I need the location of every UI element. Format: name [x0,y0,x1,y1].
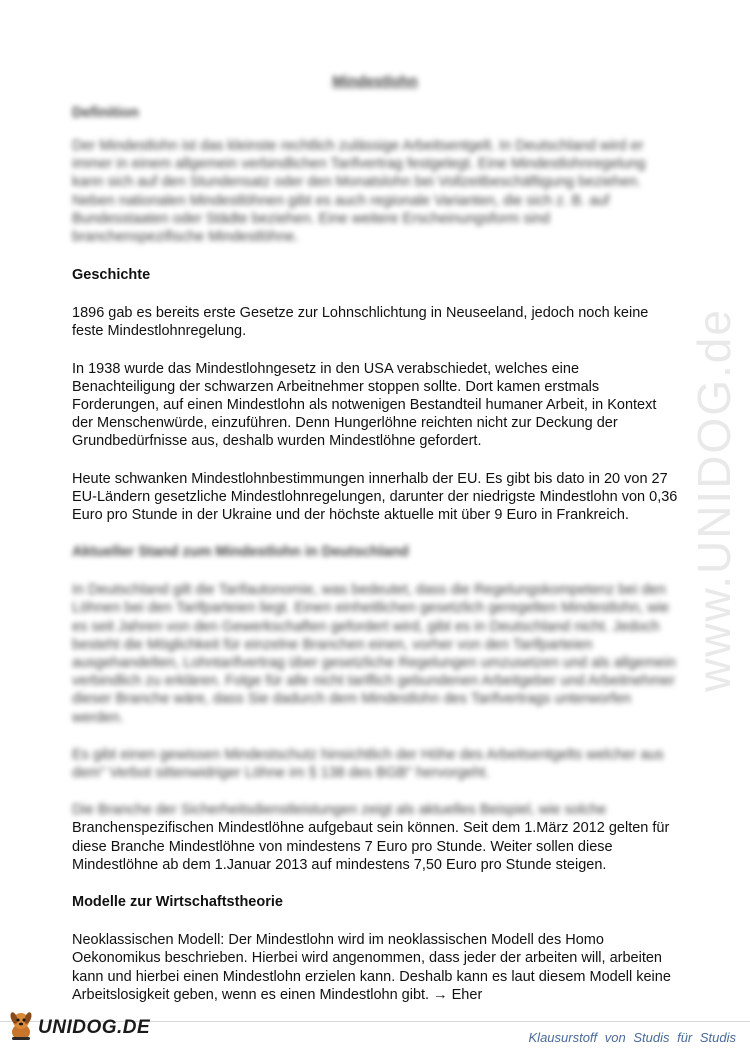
footer-logo[interactable] [6,1008,150,1042]
paragraph-geschichte-2: In 1938 wurde das Mindestlohngesetz in den USA verabschiedet, welches eine Benachteiligung der schwarzen Arbeitnehmer stoppen sollte. Dort kamen erstmals Forderungen, auf einen Mindestlohn als notwenigen Bestandteil humaner Arbeit, in Kontext der Menschenwürde, einzuführen. Denn Hungerlöhne reichten nicht zur Deckung der Grundbedürfnisse aus, deshalb wurden Mindestlöhne gefordert. [72,360,657,450]
paragraph-aktueller-stand-1: In Deutschland gilt die Tarifautonomie, was bedeutet, dass die Regelungskompetenz bei den Löhnen bei den Tarifparteien liegt. Einen einheitlichen gesetzlich geregelten Mindestlohn, wie es seit Jahren von den Gewerkschaften gefordert wird, gibt es in Deutschland nicht. Jedoch besteht die Möglichkeit für einzelne Branchen einen, vorher von den Tarifparteien ausgehandelten, Lohntarifvertrag über gesetzliche Regelungen umzusetzen und als allgemein verbindlich zu erklären. Folge für alle nicht tariflich gebundenen Arbeitgeber und Arbeitnehmer dieser Branche wäre, dass Sie dadurch dem Mindestlohn des Tarifvertrags unterworfen werden. [72,582,676,726]
watermark: www.UNIDOG.de [688,308,741,692]
dog-mascot-icon [6,1008,36,1042]
paragraph-sicherheitsdienst-blurred: Die Branche der Sicherheitsdienstleistungen zeigt als aktuelles Beispiel, wie solche [72,802,607,819]
paragraph-aktueller-stand-2: Es gibt einen gewissen Mindestschutz hinsichtlich der Höhe des Arbeitsentgelts welcher aus dem" Verbot sittenwidriger Löhne im § 138 des BGB" hervorgeht. [72,746,664,782]
footer-slogan: Klausurstoff von Studis für Studis [528,1030,736,1045]
paragraph-geschichte-1: 1896 gab es bereits erste Gesetze zur Lohnschlichtung in Neuseeland, jedoch noch keine feste Mindestlohnregelung. [72,305,649,340]
paragraph-definition: Der Mindestlohn ist das kleinste rechtlich zulässige Arbeitsentgelt. In Deutschland wird er immer in einem allgemein verbindlichen Tarifvertrag festgelegt. Eine Mindestlohnregelung kann sich auf den Stundensatz oder den Monatslohn bei Vollzeitbeschäftigung beziehen. Neben nationalen Mindestlöhnen gibt es auch regionale Varianten, die sich z. B. auf Bundesstaaten oder Städte beziehen. Eine weitere Erscheinungsform sind branchenspezifische Mindestlöhne. [72,138,646,246]
section-heading-definition: Definition [72,105,139,121]
paragraph-sicherheitsdienst [72,801,678,874]
section-heading-aktueller-stand: Aktueller Stand zum Mindestlohn in Deutschland [72,544,409,561]
paragraph-modelle-1: Neoklassischen Modell: Der Mindestlohn wird im neoklassischen Modell des Homo Oekonomikus beschrieben. Hierbei wird angenommen, dass jeder der arbeiten will, arbeiten kann und hierbei einen Mindestlohn erzielen kann. Deshalb kann es laut diesem Modell keine Arbeitslosigkeit geben, wenn es einen Mindestlohn gibt. → Eher [72,932,671,1003]
section-heading-geschichte: Geschichte [72,267,151,284]
document-content [72,68,678,1004]
paragraph-sicherheitsdienst-clear: Branchenspezifischen Mindestlöhne aufgebaut sein können. Seit dem 1.März 2012 gelten für diese Branche Mindestlöhne von mindestens 7 Euro pro Stunde. Weiter sollen diese Mindestlöhne ab dem 1.Januar 2013 auf mindestens 7,50 Euro pro Stunde steigen. [72,820,670,873]
document-title: Mindestlohn [332,74,418,90]
logo-text: UNIDOG.DE [38,1017,151,1038]
section-heading-modelle: Modelle zur Wirtschaftstheorie [72,894,283,911]
paragraph-geschichte-3: Heute schwanken Mindestlohnbestimmungen innerhalb der EU. Es gibt bis dato in 20 von 27 EU-Ländern gesetzliche Mindestlohnregelungen, darunter der niedrigste Mindestlohn von 0,36 Euro pro Stunde in der Ukraine und der höchste aktuelle mit über 9 Euro in Frankreich. [72,470,678,524]
